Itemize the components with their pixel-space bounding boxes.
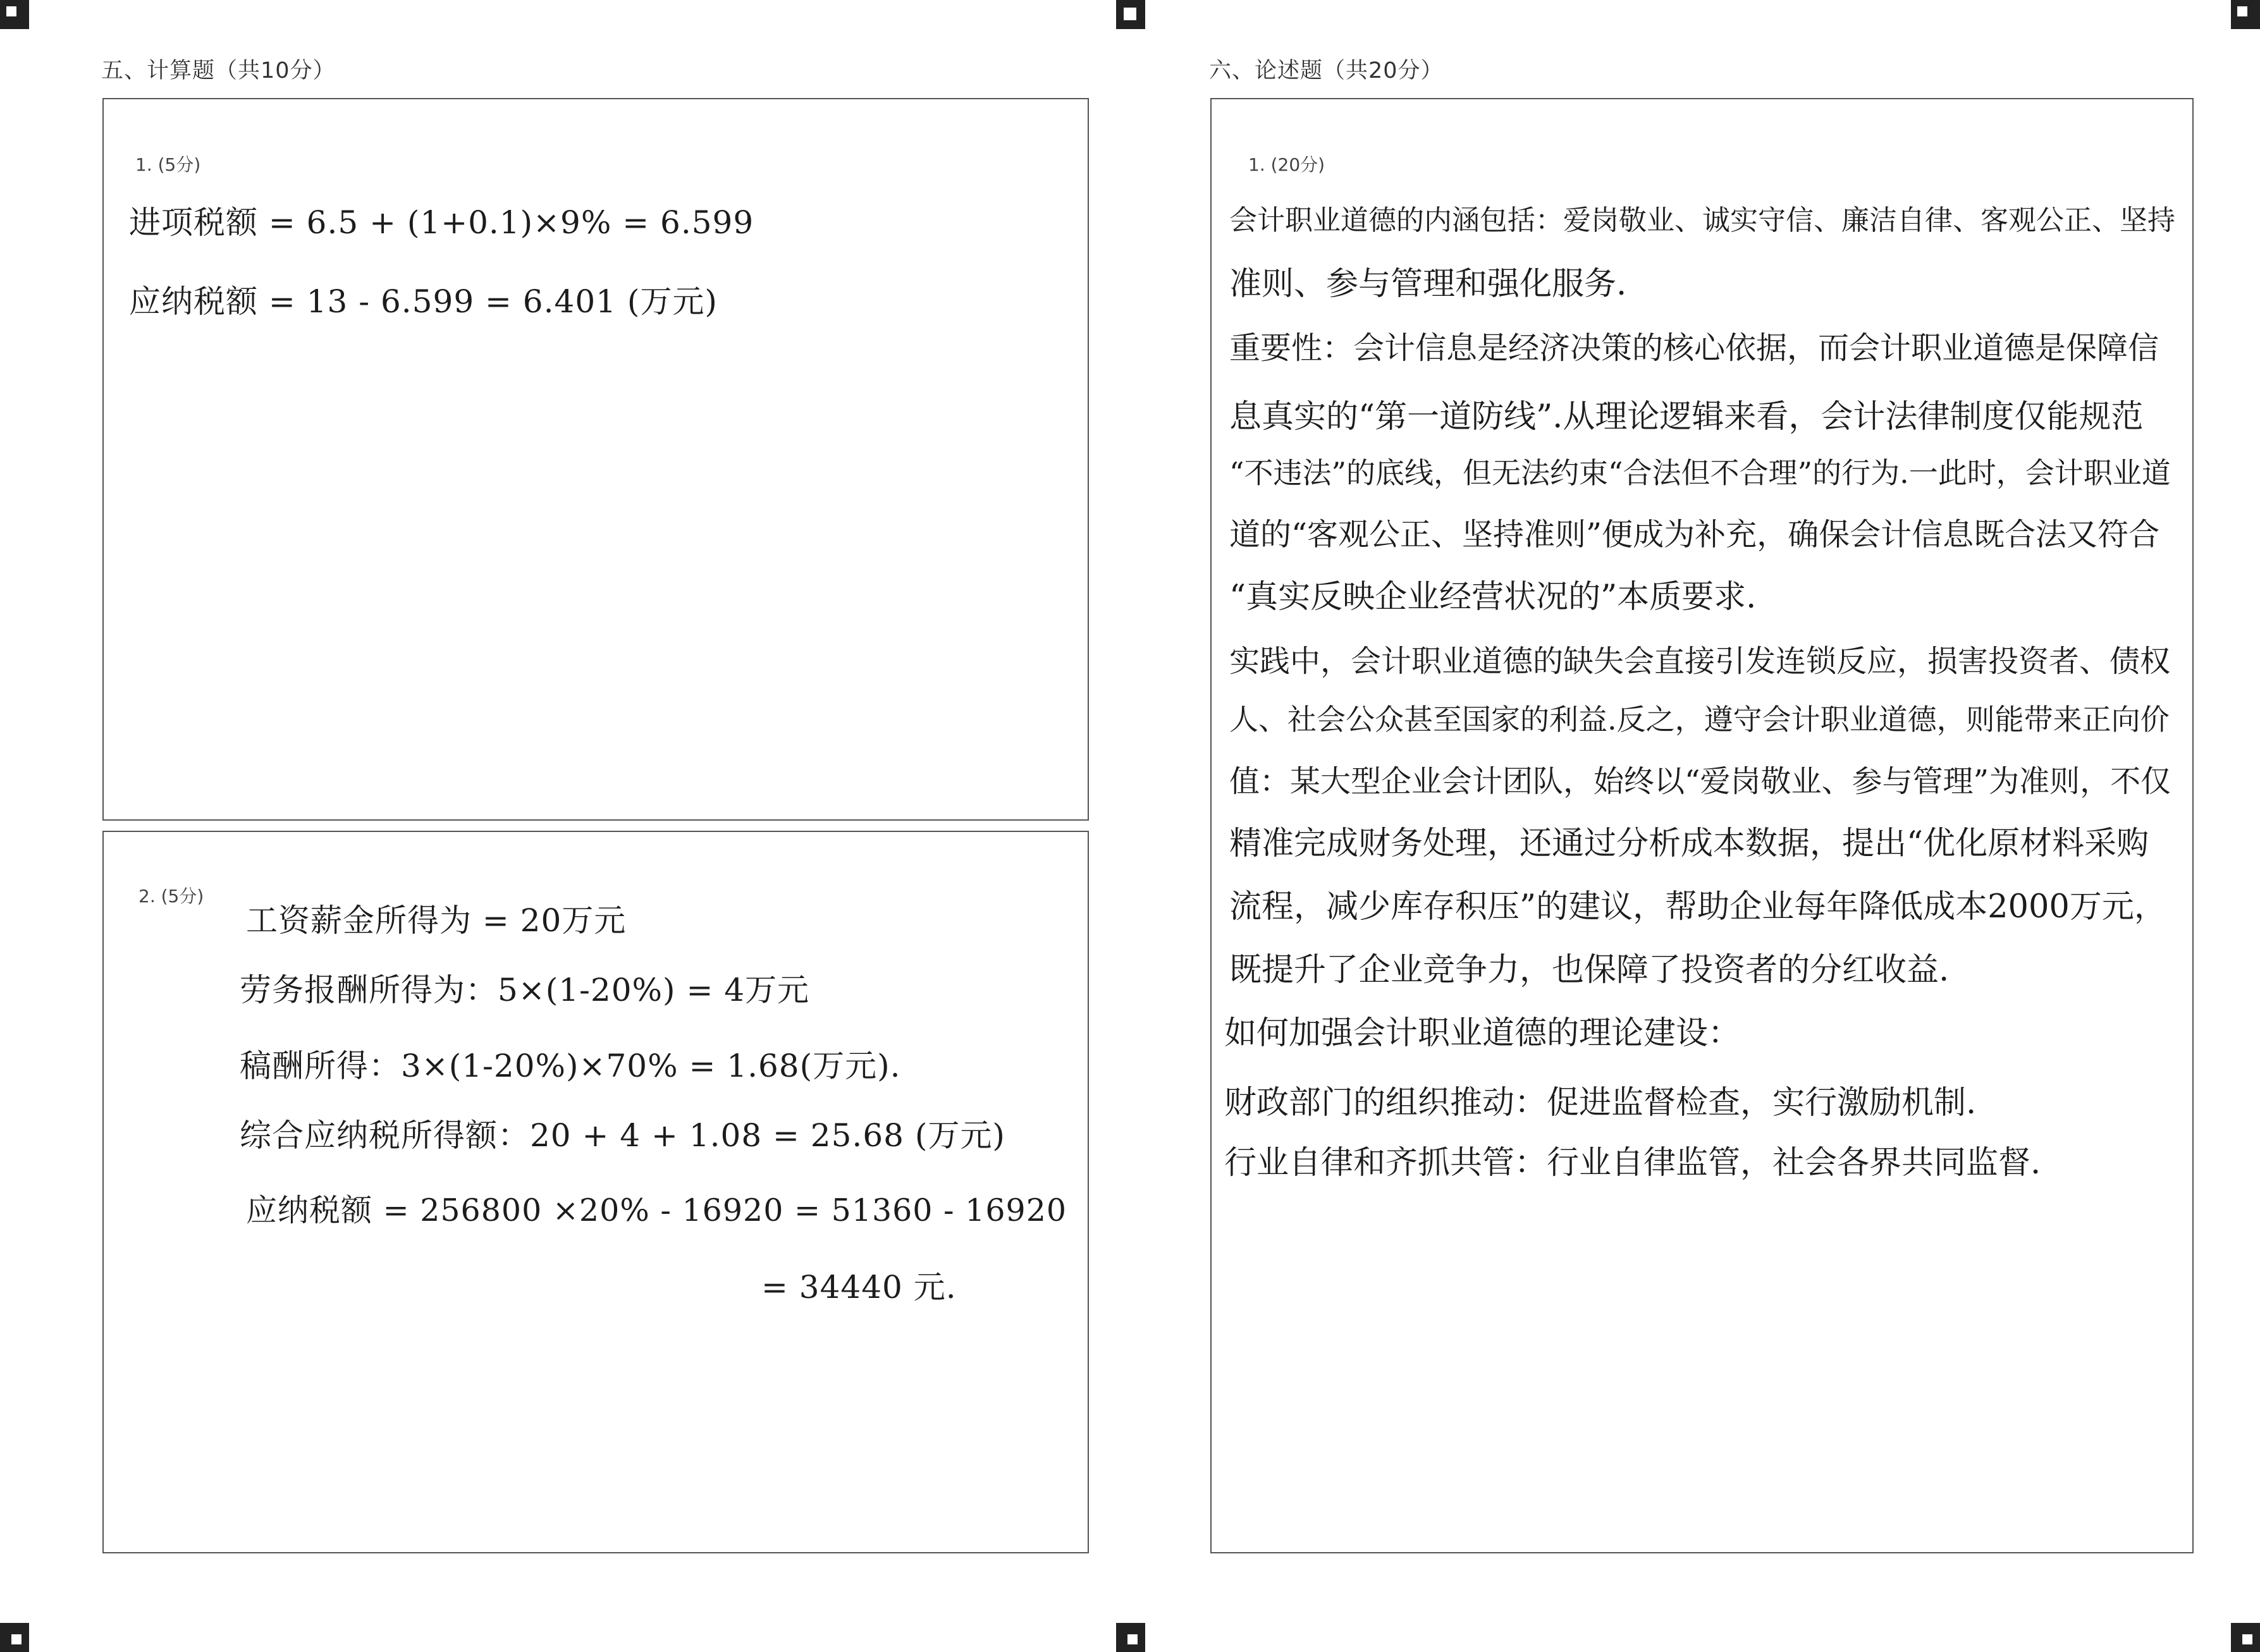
registration-mark-bottom-center [1116, 1623, 1145, 1652]
answer-line: “不违法”的底线，但无法约束“合法但不合理”的行为.一此时，会计职业道 [1229, 456, 2171, 490]
answer-line: 道的“客观公正、坚持准则”便成为补充，确保会计信息既合法又符合 [1229, 517, 2160, 553]
answer-line: 财政部门的组织推动：促进监督检查，实行激励机制. [1224, 1084, 1977, 1122]
answer-line: 劳务报酬所得为：5×(1-20%) = 4万元 [240, 972, 810, 1008]
answer-line: = 34440 元. [761, 1269, 957, 1306]
answer-line: 应纳税额 = 13 - 6.599 = 6.401 (万元) [129, 283, 718, 320]
answer-line: 进项税额 = 6.5 + (1+0.1)×9% = 6.599 [129, 204, 754, 241]
answer-line: 精准完成财务处理，还通过分析成本数据，提出“优化原材料采购 [1229, 825, 2149, 862]
registration-mark-top-right [2231, 0, 2260, 29]
answer-line: “真实反映企业经营状况的”本质要求. [1229, 578, 1757, 616]
answer-line: 息真实的“第一道防线”.从理论逻辑来看，会计法律制度仅能规范 [1229, 398, 2144, 436]
answer-line: 行业自律和齐抓共管：行业自律监管，社会各界共同监督. [1224, 1144, 2041, 1182]
registration-mark-top-left [0, 0, 29, 29]
answer-line: 人、社会公众甚至国家的利益.反之，遵守会计职业道德，则能带来正向价 [1229, 702, 2170, 737]
registration-mark-bottom-right [2231, 1623, 2260, 1652]
answer-line: 稿酬所得：3×(1-20%)×70% = 1.68(万元). [240, 1048, 901, 1084]
question-label: 1. (20分) [1248, 154, 1325, 175]
section-title-essay: 六、论述题（共20分） [1209, 58, 1444, 83]
answer-line: 会计职业道德的内涵包括：爱岗敬业、诚实守信、廉洁自律、客观公正、坚持 [1229, 204, 2175, 236]
answer-line: 值：某大型企业会计团队，始终以“爱岗敬业、参与管理”为准则，不仅 [1229, 764, 2171, 799]
answer-line: 实践中，会计职业道德的缺失会直接引发连锁反应，损害投资者、债权 [1229, 644, 2171, 679]
answer-box-question-2 [102, 831, 1089, 1553]
answer-line: 工资薪金所得为 = 20万元 [246, 902, 627, 939]
answer-line: 应纳税额 = 256800 ×20% - 16920 = 51360 - 16920 [246, 1192, 1067, 1228]
answer-box-essay [1210, 98, 2194, 1553]
answer-box-question-1 [102, 98, 1089, 821]
answer-line: 准则、参与管理和强化服务. [1229, 266, 1627, 303]
answer-line: 综合应纳税所得额：20 + 4 + 1.08 = 25.68 (万元) [240, 1117, 1005, 1154]
section-title-calculation: 五、计算题（共10分） [101, 58, 336, 83]
registration-mark-bottom-left [0, 1623, 29, 1652]
answer-line: 既提升了企业竞争力，也保障了投资者的分红收益. [1229, 951, 1950, 989]
registration-mark-top-center [1116, 0, 1145, 29]
answer-line: 如何加强会计职业道德的理论建设： [1224, 1015, 1741, 1052]
question-label: 2. (5分) [138, 886, 204, 907]
question-label: 1. (5分) [135, 154, 201, 175]
answer-line: 重要性：会计信息是经济决策的核心依据，而会计职业道德是保障信 [1229, 330, 2159, 366]
answer-line: 流程，减少库存积压”的建议，帮助企业每年降低成本2000万元， [1229, 888, 2166, 926]
